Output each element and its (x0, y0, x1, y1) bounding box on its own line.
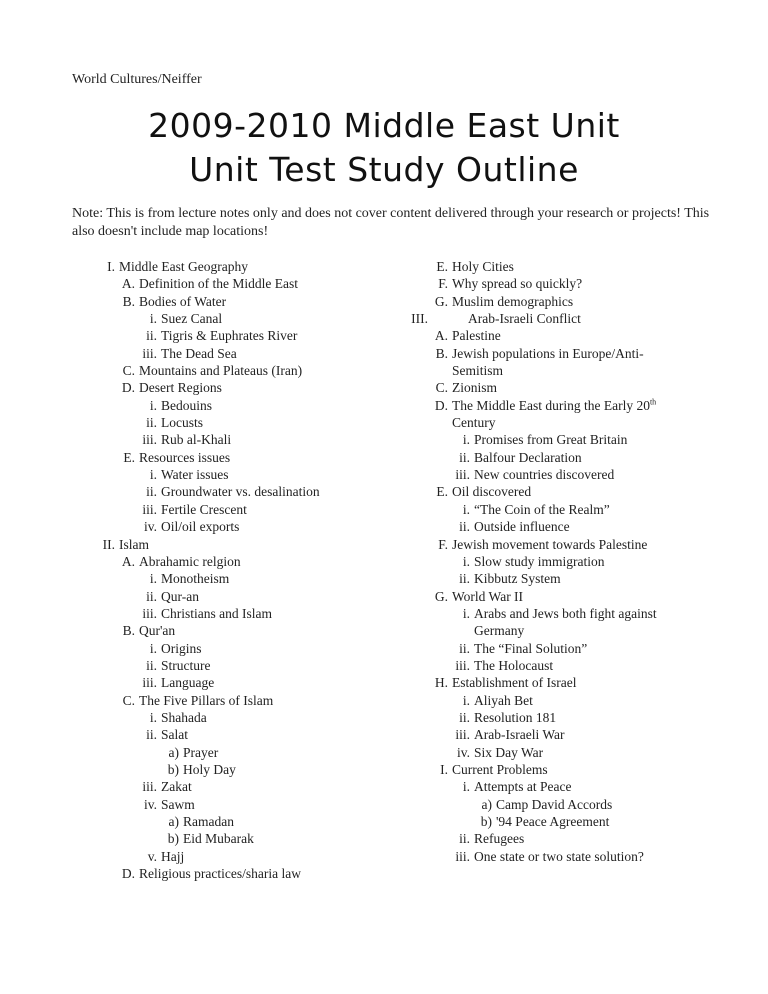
outline-item: iii. The Holocaust (455, 657, 554, 673)
outline-item: B. Jewish populations in Europe/Anti-Semitism (435, 345, 644, 379)
outline-item: I. Current Problems (440, 761, 548, 777)
outline-item: H. Establishment of Israel (434, 675, 577, 691)
outline-item: C. Zionism (435, 380, 498, 396)
outline-item: iv. Sawm (144, 796, 195, 812)
outline-item: i. Arabs and Jews both fight against Germany (462, 605, 657, 639)
outline-item: B. Bodies of Water (122, 293, 227, 309)
outline-item: ii. Qur-an (146, 588, 199, 604)
outline-item: C. The Five Pillars of Islam (122, 692, 274, 708)
outline-item: ii. Kibbutz System (459, 571, 561, 587)
outline-item: B. Qur'an (122, 623, 176, 639)
outline-item: E. Oil discovered (436, 484, 532, 500)
outline-item: D. The Middle East during the Early 20th Century (434, 397, 657, 431)
outline-item: iii. New countries discovered (455, 467, 615, 483)
outline-item: ii. Outside influence (459, 519, 570, 535)
outline-item: i. Suez Canal (149, 311, 223, 327)
outline-item: ii. Salat (146, 727, 188, 743)
outline-item: b) '94 Peace Agreement (480, 814, 610, 829)
outline-item: b) Eid Mubarak (167, 831, 254, 847)
outline-item: D. Desert Regions (121, 380, 222, 396)
outline-item: E. Holy Cities (436, 259, 514, 274)
outline-item: ii. Tigris & Euphrates River (146, 328, 298, 344)
outline-item: ii. Groundwater vs. desalination (146, 484, 320, 500)
note-paragraph: Note: This is from lecture notes only and does not cover content delivered through your research or projects! This also doesn't include map locations! (72, 206, 710, 239)
outline-item: i. “The Coin of the Realm” (462, 501, 610, 517)
outline-item: iii. Language (142, 675, 215, 691)
outline-item: i. Bedouins (149, 397, 213, 413)
outline-item: II. Islam (102, 536, 149, 552)
outline-item: i. Attempts at Peace (462, 779, 572, 795)
page-title (0, 104, 768, 192)
outline-right-column (410, 258, 710, 865)
outline-item: III. Arab-Israeli Conflict (411, 311, 581, 327)
outline-item: i. Promises from Great Britain (462, 432, 628, 448)
outline-item: iii. The Dead Sea (142, 345, 237, 361)
outline-item: F. Jewish movement towards Palestine (438, 536, 648, 552)
title-line-1: 2009-2010 Middle East Unit (148, 106, 620, 145)
outline-item: iii. Zakat (142, 779, 192, 795)
outline-item: a) Ramadan (168, 814, 234, 829)
outline-item: C. Mountains and Plateaus (Iran) (122, 363, 303, 379)
outline-item: G. World War II (434, 588, 524, 604)
outline-item: A. Abrahamic relgion (121, 553, 241, 569)
outline-item: D. Religious practices/sharia law (121, 866, 301, 882)
title-line-2: Unit Test Study Outline (189, 150, 579, 189)
outline-item: i. Shahada (149, 709, 207, 725)
outline-item: A. Palestine (434, 328, 501, 344)
outline-item: ii. The “Final Solution” (459, 640, 588, 656)
outline-item: i. Slow study immigration (462, 553, 605, 569)
outline-item: ii. Structure (146, 657, 211, 673)
outline-item: iv. Oil/oil exports (144, 519, 240, 535)
outline-item: i. Origins (149, 640, 202, 656)
outline-item: b) Holy Day (167, 761, 236, 777)
outline-item: ii. Balfour Declaration (459, 449, 582, 465)
outline-item: ii. Locusts (146, 415, 203, 431)
outline-item: ii. Refugees (459, 831, 525, 847)
outline-item: F. Why spread so quickly? (438, 276, 583, 292)
outline-item: ii. Resolution 181 (459, 709, 557, 725)
outline-item: iii. Arab-Israeli War (455, 727, 565, 743)
outline-item: E. Resources issues (123, 449, 231, 465)
outline-item: i. Monotheism (149, 571, 230, 587)
outline-item: iii. Christians and Islam (142, 605, 272, 621)
outline-item: v. Hajj (147, 848, 185, 864)
outline-item: iii. Rub al-Khali (142, 432, 232, 448)
outline-item: iii. Fertile Crescent (142, 501, 247, 517)
outline-item: iii. One state or two state solution? (455, 848, 644, 864)
outline-item: a) Prayer (168, 744, 219, 760)
outline-item: i. Water issues (149, 467, 229, 483)
outline-item: iv. Six Day War (457, 744, 544, 760)
course-header: World Cultures/Neiffer (72, 72, 202, 87)
outline-item: a) Camp David Accords (481, 796, 613, 812)
outline-item: I. Middle East Geography (107, 259, 248, 274)
outline-item: A. Definition of the Middle East (121, 276, 298, 292)
outline-item: G. Muslim demographics (434, 293, 574, 309)
outline-item: i. Aliyah Bet (462, 692, 533, 708)
outline-left-column (97, 258, 417, 882)
